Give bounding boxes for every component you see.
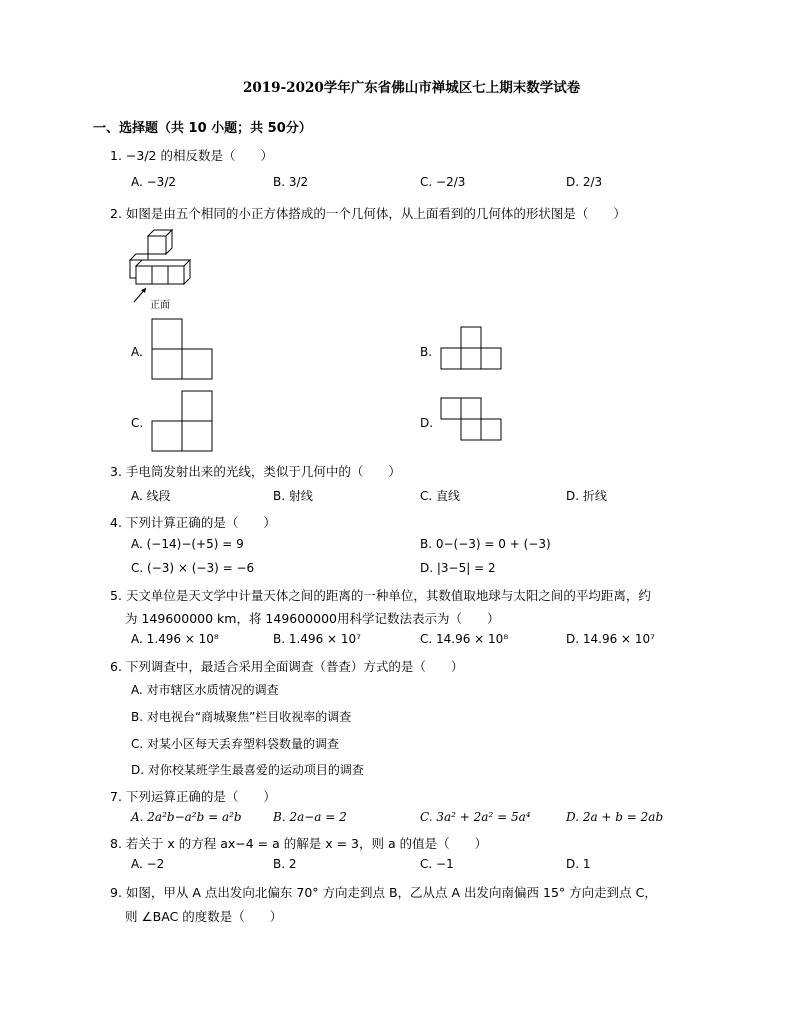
q1-option-a: A. −3/2 (131, 175, 176, 189)
question-8-stem: 8. 若关于 x 的方程 ax−4 = a 的解是 x = 3，则 a 的值是（ ） (110, 836, 488, 851)
q5-option-a: A. 1.496 × 10⁸ (131, 632, 219, 646)
question-1-stem: 1. −3/2 的相反数是（ ） (110, 148, 273, 163)
q8-option-b: B. 2 (273, 857, 297, 871)
q2-figure-label: 正面 (150, 300, 170, 311)
q6-option-b: B. 对电视台“商城聚焦”栏目收视率的调查 (131, 710, 352, 724)
q1-option-c: C. −2/3 (420, 175, 466, 189)
question-3-stem: 3. 手电筒发射出来的光线，类似于几何中的（ ） (110, 464, 401, 479)
q4-option-c: C. (−3) × (−3) = −6 (131, 561, 255, 575)
q2-option-c-figure (151, 390, 213, 452)
q2-option-a-figure (151, 318, 213, 380)
question-5-stem-line2: 为 149600000 km，将 149600000用科学记数法表示为（ ） (125, 611, 500, 626)
q3-option-a: A. 线段 (131, 489, 171, 503)
q2-option-b-figure (440, 326, 502, 370)
q4-option-b: B. 0−(−3) = 0 + (−3) (420, 537, 551, 551)
q4-option-a: A. (−14)−(+5) = 9 (131, 537, 244, 551)
q5-option-b: B. 1.496 × 10⁷ (273, 632, 361, 646)
question-4-stem: 4. 下列计算正确的是（ ） (110, 515, 276, 530)
q5-option-d: D. 14.96 × 10⁷ (566, 632, 655, 646)
q5-option-c: C. 14.96 × 10⁸ (420, 632, 509, 646)
q8-option-d: D. 1 (566, 857, 591, 871)
q4-option-d: D. |3−5| = 2 (420, 561, 496, 575)
q3-option-c: C. 直线 (420, 489, 461, 503)
q2-option-d-letter: D. (420, 416, 434, 430)
q8-option-a: A. −2 (131, 857, 165, 871)
q7-option-a: A. 2a²b−a²b = a²b (131, 810, 242, 824)
q3-option-b: B. 射线 (273, 489, 313, 503)
q7-option-d: D. 2a + b = 2ab (566, 810, 664, 824)
question-7-stem: 7. 下列运算正确的是（ ） (110, 789, 276, 804)
q2-option-c-letter: C. (131, 416, 144, 430)
q3-option-d: D. 折线 (566, 489, 607, 503)
q8-option-c: C. −1 (420, 857, 454, 871)
q2-option-a-letter: A. (131, 345, 143, 359)
q7-option-c: C. 3a² + 2a² = 5a⁴ (420, 810, 531, 824)
q6-option-a: A. 对市辖区水质情况的调查 (131, 683, 279, 697)
question-9-stem-line1: 9. 如图，甲从 A 点出发向北偏东 70° 方向走到点 B，乙从点 A 出发向南偏西 15° 方向走到点 C， (110, 885, 657, 900)
q6-option-c: C. 对某小区每天丢弃塑料袋数量的调查 (131, 737, 340, 751)
section-header: 一、选择题（共 10 小题；共 50分） (93, 121, 312, 136)
q2-option-d-figure (440, 397, 502, 441)
q6-option-d: D. 对你校某班学生最喜爱的运动项目的调查 (131, 763, 364, 777)
q2-option-b-letter: B. (420, 345, 433, 359)
question-6-stem: 6. 下列调查中，最适合采用全面调查（普查）方式的是（ ） (110, 659, 464, 674)
q1-option-b: B. 3/2 (273, 175, 309, 189)
page-title: 2019-2020学年广东省佛山市禅城区七上期末数学试卷 (243, 80, 581, 96)
question-2-stem: 2. 如图是由五个相同的小正方体搭成的一个几何体，从上面看到的几何体的形状图是（ ） (110, 206, 626, 221)
q7-option-b: B. 2a−a = 2 (273, 810, 347, 824)
question-5-stem-line1: 5. 天文单位是天文学中计量天体之间的距离的一种单位，其数值取地球与太阳之间的平均距离，约 (110, 588, 651, 603)
q1-option-d: D. 2/3 (566, 175, 603, 189)
question-9-stem-line2: 则 ∠BAC 的度数是（ ） (125, 909, 283, 924)
